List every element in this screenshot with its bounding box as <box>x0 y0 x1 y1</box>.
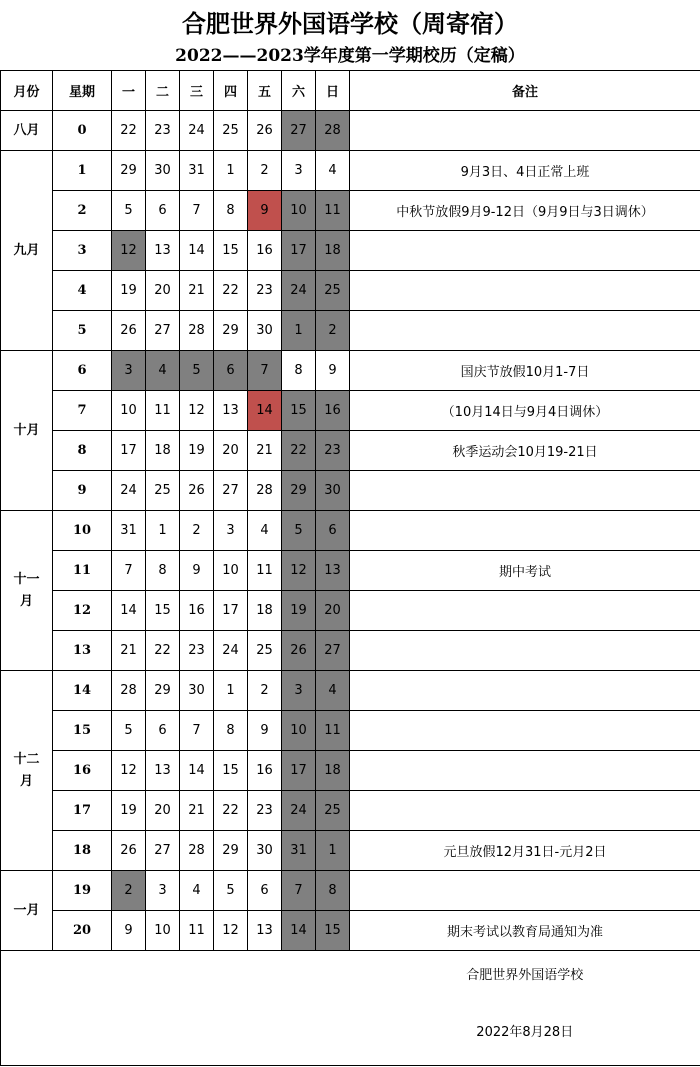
week-row <box>1 391 700 431</box>
day-cell-thu: 29 <box>214 831 248 871</box>
day-cell-thu: 12 <box>214 911 248 951</box>
day-cell-thu: 8 <box>214 191 248 231</box>
note-cell <box>350 631 700 671</box>
note-cell <box>350 751 700 791</box>
day-cell-sun: 25 <box>316 791 350 831</box>
week-row <box>1 311 700 351</box>
day-cell-thu: 15 <box>214 231 248 271</box>
day-cell-fri: 25 <box>248 631 282 671</box>
day-cell-thu: 24 <box>214 631 248 671</box>
week-row <box>1 871 700 911</box>
day-cell-sat: 24 <box>282 791 316 831</box>
week-row <box>1 111 700 151</box>
week-number: 13 <box>53 631 112 671</box>
day-cell-fri: 9 <box>248 711 282 751</box>
day-cell-mon: 28 <box>112 671 146 711</box>
header-day-sun: 日 <box>316 71 350 111</box>
day-cell-sun: 8 <box>316 871 350 911</box>
day-cell-fri: 2 <box>248 151 282 191</box>
day-cell-wed: 5 <box>180 351 214 391</box>
day-cell-fri: 13 <box>248 911 282 951</box>
day-cell-sat: 1 <box>282 311 316 351</box>
day-cell-tue: 10 <box>146 911 180 951</box>
day-cell-fri: 16 <box>248 751 282 791</box>
day-cell-tue: 27 <box>146 311 180 351</box>
day-cell-sun: 23 <box>316 431 350 471</box>
day-cell-sat: 27 <box>282 111 316 151</box>
day-cell-fri: 6 <box>248 871 282 911</box>
week-number: 0 <box>53 111 112 151</box>
note-cell <box>350 271 700 311</box>
week-row <box>1 271 700 311</box>
day-cell-wed: 14 <box>180 751 214 791</box>
day-cell-mon: 12 <box>112 751 146 791</box>
week-number: 5 <box>53 311 112 351</box>
note-cell <box>350 591 700 631</box>
week-row <box>1 431 700 471</box>
day-cell-thu: 22 <box>214 791 248 831</box>
day-cell-wed: 19 <box>180 431 214 471</box>
day-cell-sun: 1 <box>316 831 350 871</box>
footer-blank <box>1 951 350 996</box>
week-number: 10 <box>53 511 112 551</box>
day-cell-sat: 5 <box>282 511 316 551</box>
day-cell-thu: 27 <box>214 471 248 511</box>
day-cell-thu: 22 <box>214 271 248 311</box>
day-cell-sat: 12 <box>282 551 316 591</box>
day-cell-tue: 27 <box>146 831 180 871</box>
week-number: 2 <box>53 191 112 231</box>
day-cell-wed: 21 <box>180 271 214 311</box>
calendar-footer <box>1 951 700 1066</box>
day-cell-sun: 25 <box>316 271 350 311</box>
day-cell-sat: 8 <box>282 351 316 391</box>
week-number: 8 <box>53 431 112 471</box>
day-cell-sat: 22 <box>282 431 316 471</box>
day-cell-tue: 23 <box>146 111 180 151</box>
week-number: 19 <box>53 871 112 911</box>
note-cell: 期中考试 <box>350 551 700 591</box>
week-number: 12 <box>53 591 112 631</box>
header-day-tue: 二 <box>146 71 180 111</box>
day-cell-mon: 19 <box>112 271 146 311</box>
day-cell-mon: 21 <box>112 631 146 671</box>
header-day-fri: 五 <box>248 71 282 111</box>
week-number: 4 <box>53 271 112 311</box>
day-cell-tue: 13 <box>146 231 180 271</box>
day-cell-sun: 27 <box>316 631 350 671</box>
note-cell <box>350 111 700 151</box>
day-cell-fri: 21 <box>248 431 282 471</box>
footer-row-school <box>1 951 700 996</box>
page-subtitle: 2022——2023学年度第一学期校历（定稿） <box>175 46 525 66</box>
day-cell-fri: 28 <box>248 471 282 511</box>
day-cell-thu: 10 <box>214 551 248 591</box>
day-cell-fri: 9 <box>248 191 282 231</box>
header-day-thu: 四 <box>214 71 248 111</box>
header-note: 备注 <box>350 71 700 111</box>
week-row <box>1 711 700 751</box>
day-cell-wed: 7 <box>180 711 214 751</box>
day-cell-thu: 20 <box>214 431 248 471</box>
day-cell-mon: 7 <box>112 551 146 591</box>
day-cell-fri: 16 <box>248 231 282 271</box>
note-cell: 元旦放假12月31日-元月2日 <box>350 831 700 871</box>
day-cell-sat: 7 <box>282 871 316 911</box>
day-cell-tue: 6 <box>146 711 180 751</box>
day-cell-fri: 7 <box>248 351 282 391</box>
month-label: 八月 <box>1 111 53 151</box>
week-number: 20 <box>53 911 112 951</box>
day-cell-wed: 7 <box>180 191 214 231</box>
note-cell <box>350 311 700 351</box>
week-row <box>1 151 700 191</box>
day-cell-mon: 29 <box>112 151 146 191</box>
week-row <box>1 751 700 791</box>
day-cell-sat: 15 <box>282 391 316 431</box>
day-cell-sat: 17 <box>282 231 316 271</box>
day-cell-sat: 24 <box>282 271 316 311</box>
day-cell-sun: 15 <box>316 911 350 951</box>
week-number: 15 <box>53 711 112 751</box>
day-cell-thu: 6 <box>214 351 248 391</box>
day-cell-wed: 31 <box>180 151 214 191</box>
day-cell-sun: 20 <box>316 591 350 631</box>
day-cell-sun: 16 <box>316 391 350 431</box>
day-cell-fri: 30 <box>248 831 282 871</box>
day-cell-thu: 1 <box>214 151 248 191</box>
day-cell-tue: 6 <box>146 191 180 231</box>
day-cell-fri: 4 <box>248 511 282 551</box>
day-cell-mon: 10 <box>112 391 146 431</box>
month-label: 九月 <box>1 151 53 351</box>
header-month: 月份 <box>1 71 53 111</box>
day-cell-thu: 17 <box>214 591 248 631</box>
note-cell: 国庆节放假10月1-7日 <box>350 351 700 391</box>
week-row <box>1 631 700 671</box>
day-cell-sat: 31 <box>282 831 316 871</box>
day-cell-sat: 10 <box>282 711 316 751</box>
day-cell-sat: 26 <box>282 631 316 671</box>
day-cell-sat: 14 <box>282 911 316 951</box>
day-cell-wed: 26 <box>180 471 214 511</box>
note-cell <box>350 671 700 711</box>
week-row <box>1 191 700 231</box>
day-cell-fri: 23 <box>248 271 282 311</box>
footer-blank <box>1 995 350 1066</box>
note-cell <box>350 871 700 911</box>
month-label: 十二月 <box>1 671 53 871</box>
day-cell-sun: 4 <box>316 671 350 711</box>
day-cell-mon: 17 <box>112 431 146 471</box>
day-cell-thu: 25 <box>214 111 248 151</box>
note-cell: 中秋节放假9月9-12日（9月9日与3日调休） <box>350 191 700 231</box>
day-cell-mon: 26 <box>112 831 146 871</box>
day-cell-thu: 8 <box>214 711 248 751</box>
week-row <box>1 351 700 391</box>
day-cell-mon: 5 <box>112 191 146 231</box>
week-row <box>1 551 700 591</box>
day-cell-wed: 28 <box>180 831 214 871</box>
day-cell-thu: 3 <box>214 511 248 551</box>
day-cell-fri: 11 <box>248 551 282 591</box>
day-cell-sun: 11 <box>316 711 350 751</box>
day-cell-wed: 21 <box>180 791 214 831</box>
day-cell-sun: 18 <box>316 231 350 271</box>
day-cell-sun: 6 <box>316 511 350 551</box>
day-cell-thu: 5 <box>214 871 248 911</box>
day-cell-tue: 11 <box>146 391 180 431</box>
day-cell-tue: 25 <box>146 471 180 511</box>
note-cell: 秋季运动会10月19-21日 <box>350 431 700 471</box>
day-cell-mon: 26 <box>112 311 146 351</box>
day-cell-tue: 18 <box>146 431 180 471</box>
day-cell-sun: 13 <box>316 551 350 591</box>
week-number: 17 <box>53 791 112 831</box>
week-number: 9 <box>53 471 112 511</box>
day-cell-mon: 14 <box>112 591 146 631</box>
day-cell-wed: 23 <box>180 631 214 671</box>
week-row <box>1 831 700 871</box>
note-cell <box>350 791 700 831</box>
day-cell-thu: 29 <box>214 311 248 351</box>
day-cell-wed: 11 <box>180 911 214 951</box>
header-day-sat: 六 <box>282 71 316 111</box>
day-cell-wed: 4 <box>180 871 214 911</box>
week-number: 18 <box>53 831 112 871</box>
day-cell-thu: 13 <box>214 391 248 431</box>
day-cell-mon: 19 <box>112 791 146 831</box>
month-label: 一月 <box>1 871 53 951</box>
day-cell-mon: 24 <box>112 471 146 511</box>
week-row <box>1 471 700 511</box>
day-cell-wed: 9 <box>180 551 214 591</box>
week-number: 6 <box>53 351 112 391</box>
week-row <box>1 511 700 551</box>
day-cell-sun: 11 <box>316 191 350 231</box>
week-row <box>1 791 700 831</box>
week-number: 14 <box>53 671 112 711</box>
day-cell-tue: 20 <box>146 791 180 831</box>
day-cell-thu: 1 <box>214 671 248 711</box>
day-cell-wed: 14 <box>180 231 214 271</box>
day-cell-fri: 30 <box>248 311 282 351</box>
day-cell-tue: 30 <box>146 151 180 191</box>
day-cell-wed: 12 <box>180 391 214 431</box>
day-cell-sun: 9 <box>316 351 350 391</box>
day-cell-fri: 26 <box>248 111 282 151</box>
week-number: 3 <box>53 231 112 271</box>
day-cell-sat: 3 <box>282 151 316 191</box>
note-cell <box>350 231 700 271</box>
day-cell-tue: 4 <box>146 351 180 391</box>
note-cell: 期末考试以教育局通知为准 <box>350 911 700 951</box>
footer-school: 合肥世界外国语学校 <box>350 951 700 996</box>
day-cell-tue: 1 <box>146 511 180 551</box>
week-row <box>1 231 700 271</box>
header-day-mon: 一 <box>112 71 146 111</box>
week-row <box>1 591 700 631</box>
day-cell-sat: 10 <box>282 191 316 231</box>
note-cell <box>350 511 700 551</box>
day-cell-fri: 18 <box>248 591 282 631</box>
day-cell-tue: 3 <box>146 871 180 911</box>
header-day-wed: 三 <box>180 71 214 111</box>
week-number: 11 <box>53 551 112 591</box>
week-number: 1 <box>53 151 112 191</box>
calendar-body <box>1 111 700 951</box>
note-cell <box>350 471 700 511</box>
day-cell-sun: 18 <box>316 751 350 791</box>
day-cell-wed: 30 <box>180 671 214 711</box>
note-cell: （10月14日与9月4日调休） <box>350 391 700 431</box>
day-cell-sun: 30 <box>316 471 350 511</box>
day-cell-thu: 15 <box>214 751 248 791</box>
footer-row-date <box>1 995 700 1066</box>
week-row <box>1 671 700 711</box>
week-number: 16 <box>53 751 112 791</box>
day-cell-tue: 20 <box>146 271 180 311</box>
note-cell <box>350 711 700 751</box>
day-cell-tue: 22 <box>146 631 180 671</box>
day-cell-mon: 22 <box>112 111 146 151</box>
footer-date: 2022年8月28日 <box>350 995 700 1066</box>
day-cell-sat: 3 <box>282 671 316 711</box>
day-cell-mon: 9 <box>112 911 146 951</box>
day-cell-mon: 2 <box>112 871 146 911</box>
day-cell-tue: 15 <box>146 591 180 631</box>
day-cell-wed: 24 <box>180 111 214 151</box>
page-title: 合肥世界外国语学校（周寄宿） <box>182 9 518 38</box>
day-cell-wed: 16 <box>180 591 214 631</box>
calendar-table <box>0 70 700 1066</box>
day-cell-fri: 23 <box>248 791 282 831</box>
day-cell-tue: 13 <box>146 751 180 791</box>
day-cell-sat: 17 <box>282 751 316 791</box>
day-cell-tue: 8 <box>146 551 180 591</box>
header-week: 星期 <box>53 71 112 111</box>
day-cell-sat: 29 <box>282 471 316 511</box>
month-label: 十一月 <box>1 511 53 671</box>
day-cell-fri: 2 <box>248 671 282 711</box>
day-cell-wed: 28 <box>180 311 214 351</box>
day-cell-wed: 2 <box>180 511 214 551</box>
day-cell-sun: 4 <box>316 151 350 191</box>
day-cell-sun: 28 <box>316 111 350 151</box>
day-cell-mon: 3 <box>112 351 146 391</box>
month-label: 十月 <box>1 351 53 511</box>
day-cell-mon: 12 <box>112 231 146 271</box>
day-cell-fri: 14 <box>248 391 282 431</box>
week-row <box>1 911 700 951</box>
day-cell-tue: 29 <box>146 671 180 711</box>
day-cell-sat: 19 <box>282 591 316 631</box>
header-row <box>1 71 700 111</box>
note-cell: 9月3日、4日正常上班 <box>350 151 700 191</box>
week-number: 7 <box>53 391 112 431</box>
day-cell-mon: 5 <box>112 711 146 751</box>
day-cell-mon: 31 <box>112 511 146 551</box>
day-cell-sun: 2 <box>316 311 350 351</box>
